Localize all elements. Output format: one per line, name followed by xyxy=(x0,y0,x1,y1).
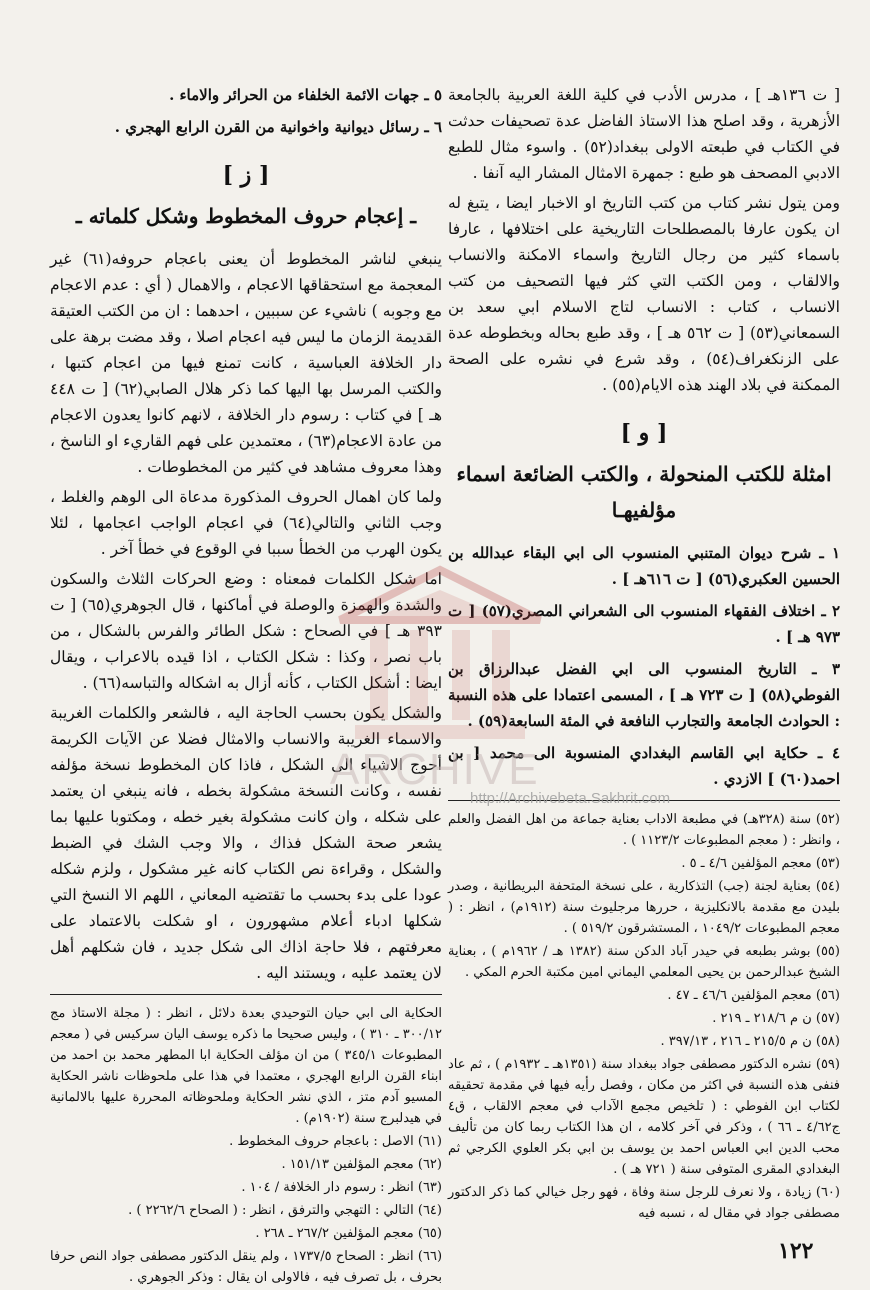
paragraph: ينبغي لناشر المخطوط أن يعنى باعجام حروفه(٦١) غير المعجمة مع استحقاقها الاعجام ، والاهمال ( أي : عدم الاعجام مع وجوبه ) ناشيء عن سببين ، احدهما : ان من الكتب العتيقة القديمة الزمان ما ليس فيه اعجام اصلا ، وقد مضت برهة على دار الخلافة العباسية ، كانت تمنع فيها من اعجام كتبها ، والكتب المرسل بها اليها كما ذكر هلال الصابي(٦٢) [ ت ٤٤٨ هـ ] في كتاب : رسوم دار الخلافة ، لانهم كانوا يعدون الاعجام من عادة الاعجام(٦٣) ، معتمدين على فهم القاريء او الناسخ ، وهذا معروف مشاهد في كثير من المخطوطات . xyxy=(50,250,443,476)
watermark-text: ARCHIVE xyxy=(330,745,540,794)
paragraph: ومن يتول نشر كتاب من كتب التاريخ او الاخبار ايضا ، يتبغ له ان يكون عارفا بالمصطلحات التاريخية على اختلافها ، عارفا باسماء كثير من رجال التاريخ واسماء الامكنة والانساب والالقاب ، ومن الكتب التي كثر فيها التصحيف من كتب الانساب ، كتاب : الانساب لتاج الاسلام ابي سعد بن السمعاني(٥٣) [ ت ٥٦٢ هـ ] ، وقد طبع بحاله وبخطوطه عدة على الزنكغراف(٥٤) ، وقد شرع في نشره على الصحة الممكنة في بلاد الهند هذه الايام(٥٥) . xyxy=(448,194,840,394)
page-number: ١٢٢ xyxy=(778,1238,814,1264)
footnote: (٦٢) معجم المؤلفين ١٥١/١٣ . xyxy=(281,1157,442,1172)
paragraph: [ ت ١٣٦هـ ] ، مدرس الأدب في كلية اللغة العربية بالجامعة الأزهرية ، وقد اصلح هذا الاستاذ الفاضل عدة تصحيفات حدثت في الكتاب في طبعته الاولى ببغداد(٥٢) . واسوء مثال للطبع الادبي المصحف هو طبع : جمهرة الامثال المشار اليه آنفا . xyxy=(448,86,840,182)
list-item: ٥ ـ جهات الائمة الخلفاء من الحرائر والاماء . xyxy=(169,86,442,104)
footnote: (٥٣) معجم المؤلفين ٤/٦ ـ ٥ . xyxy=(681,856,840,871)
section-mark: [ و ] xyxy=(620,420,668,446)
list-item: ٢ ـ اختلاف الفقهاء المنسوب الى الشعراني المصري(٥٧) [ ت ٩٧٣ هـ ] . xyxy=(448,602,840,646)
footnote: (٥٦) معجم المؤلفين ٤٦/٦ ـ ٤٧ . xyxy=(667,988,840,1003)
footnote-continuation: الحكاية الى ابي حيان التوحيدي بعدة دلائل ، انظر : ( مجلة الاستاذ مج ٣٠٠/١٢ ـ ٣١٠ ) ، وليس صحيحا ما ذكره يوسف اليان سركيس في ( معجم المطبوعات ٣٤٥/١ ) من ان مؤلف الحكاية ابا المطهر محمد بن احمد من ابناء القرن الرابع الهجري ، معتمدا في هذا على ملحوظات ناشر الحكاية المسيو آدم متز ، الذي نشر الحكاية وملحوظاته المحررة عليها بالالمانية في هيدلبرج سنة (١٩٠٢م) . xyxy=(50,1006,443,1126)
list-item: ٤ ـ حكاية ابي القاسم البغدادي المنسوبة الى محمد [ بن احمد(٦٠) ] الازدي . xyxy=(448,744,840,788)
footnotes xyxy=(50,1003,442,1288)
footnotes xyxy=(448,809,840,1224)
footnote: (٥٨) ن م ٢١٥/٥ ـ ٢١٦ ، ٣٩٧/١٣ . xyxy=(660,1034,840,1049)
footnote: (٥٩) نشره الدكتور مصطفى جواد ببغداد سنة (١٣٥١هـ ـ ١٩٣٢م ) ، ثم عاد فنفى هذه النسبة في اكثر من مكان ، وفصل رأيه فيها في مقدمة تحقيقه لكتاب ابن الفوطي : ( تلخيص مجمع الآداب في معجم الالقاب ، ق٤ ج٤/٦٢ ـ ٦٦ ) ، وذكر في آخر كلامه ، ان هذا الكتاب ربما كان من تأليف محب الدين ابي العباس احمد بن يوسف بن ابي بكر العلوي الكرجي ثم البغدادي المقرى المتوفى سنة ( ٧٢١ هـ ) . xyxy=(448,1057,841,1177)
list-item: ١ ـ شرح ديوان المتنبي المنسوب الى ابي البقاء عبدالله بن الحسين العكبري(٥٦) [ ت ٦١٦هـ ] . xyxy=(448,544,840,588)
list-item: ٣ ـ التاريخ المنسوب الى ابي الفضل عبدالرزاق بن الفوطي(٥٨) [ ت ٧٢٣ هـ ] ، المسمى اعتمادا على هذه النسبة : الحوادث الجامعة والتجارب النافعة في المئة السابعة(٥٩) . xyxy=(448,660,840,730)
footnote: (٦٠) زيادة ، ولا نعرف للرجل سنة وفاة ، فهو رجل خيالي كما ذكر الدكتور مصطفى جواد في مقال له ، نسبه فيه xyxy=(448,1185,840,1221)
footnote: (٥٢) سنة (٣٢٨هـ) في مطبعة الاداب بعناية جماعة من اهل الفضل والعلم ، وانظر : ( معجم المطبوعات ١١٢٣/٢ ) . xyxy=(448,812,840,848)
paragraph: ولما كان اهمال الحروف المذكورة مدعاة الى الوهم والغلط ، وجب الثاني والتالي(٦٤) في اعجام الواجب اعجامها ، لئلا يكون الهرب من الخطأ سببا في الوقوع في خطأ آخر . xyxy=(50,488,442,558)
section-mark: [ ز ] xyxy=(222,162,270,188)
footnote: (٥٥) بوشر بطبعه في حيدر آباد الدكن سنة (١٣٨٢ هـ / ١٩٦٢م ) ، بعناية الشيخ عبدالرحمن بن يحيى المعلمي اليماني امين مكتبة الحرم المكي . xyxy=(448,944,840,980)
list-item: ٦ ـ رسائل ديوانية واخوانية من القرن الرابع الهجري . xyxy=(114,118,442,136)
section-title: ـ إعجام حروف المخطوط وشكل كلماته ـ xyxy=(75,204,417,228)
footnote: (٥٤) بعناية لجنة (جب) التذكارية ، على نسخة المتحفة البريطانية ، وصدر بليدن مع مقدمة بالانكليزية ، حررها مرجليوث سنة (١٩١٢م) ، انظر : ( معجم المطبوعات ١٠٤٩/٢ ، المستشرقون ٥١٩/٢ ) . xyxy=(448,879,840,936)
footnote: (٥٧) ن م ٢١٨/٦ ـ ٢١٩ . xyxy=(712,1011,840,1026)
paragraph: والشكل يكون بحسب الحاجة اليه ، فالشعر والكلمات الغريبة والاسماء الغريبة والانساب والامثال فضلا عن الآيات الكريمة أحوج الاشياء الى الشكل ، فاذا كان المخطوط نسخة مؤلفه نفسه ، وكانت النسخة مشكولة بخطه ، فانه ينبغي ان يعتمد على شكله ، وان كانت مشكولة بغير خطه ، ومكتوبا عليها بما يشعر صحة الشكل فذاك ، والا وجب الشك في الضبط والشكل ، وقراءة نص الكتاب كانه غير مشكول ، ولزم شكله عودا على بدء بحسب ما تقتضيه المعاني ، اللهم الا النسخ التي شكلها ادباء أعلام مشهورون ، او شكلت بالاعتماد على معرفتهم ، فلا حاجة اذاك الى شكل جديد ، فان شكلهم أهل لان يعتمد عليه ، ويستند اليه . xyxy=(50,704,442,982)
left-column xyxy=(50,82,442,1290)
section-title: امثلة للكتب المنحولة ، والكتب الضائعة اسماء مؤلفيهـا xyxy=(456,462,832,522)
footnote: (٦٣) انظر : رسوم دار الخلافة / ١٠٤ . xyxy=(241,1180,442,1195)
footnote: (٦٥) معجم المؤلفين ٢٦٧/٢ ـ ٢٦٨ . xyxy=(255,1226,442,1241)
footnote: (٦٤) التالي : التهجي والترفق ، انظر : ( الصحاح ٢٢٦٢/٦ ) . xyxy=(128,1203,442,1218)
watermark-url: http://Archivebeta.Sakhrit.com xyxy=(470,790,671,807)
footnote: (٦٦) انظر : الصحاح ١٧٣٧/٥ ، ولم ينقل الدكتور مصطفى جواد النص حرفا بحرف ، بل تصرف فيه ، فالاولى ان يقال : وذكر الجوهري . xyxy=(50,1249,443,1285)
footnote-divider xyxy=(50,994,442,995)
numbered-list xyxy=(50,82,442,140)
footnote: (٦١) الاصل : باعجام حروف المخطوط . xyxy=(229,1134,442,1149)
paragraph: اما شكل الكلمات فمعناه : وضع الحركات الثلاث والسكون والشدة والهمزة والوصلة في أماكنها ، قال الجوهري(٦٥) [ ت ٣٩٣ هـ ] في الصحاح : شكل الطائر والفرس بالشكال ، من باب نصر ، وكذا : شكل الكتاب ، اذا قيده بالاعراب ، ويقال ايضا : أشكل الكتاب ، كأنه أزال به اشكاله والتباسه(٦٦) . xyxy=(50,570,442,692)
right-column xyxy=(448,82,840,1226)
